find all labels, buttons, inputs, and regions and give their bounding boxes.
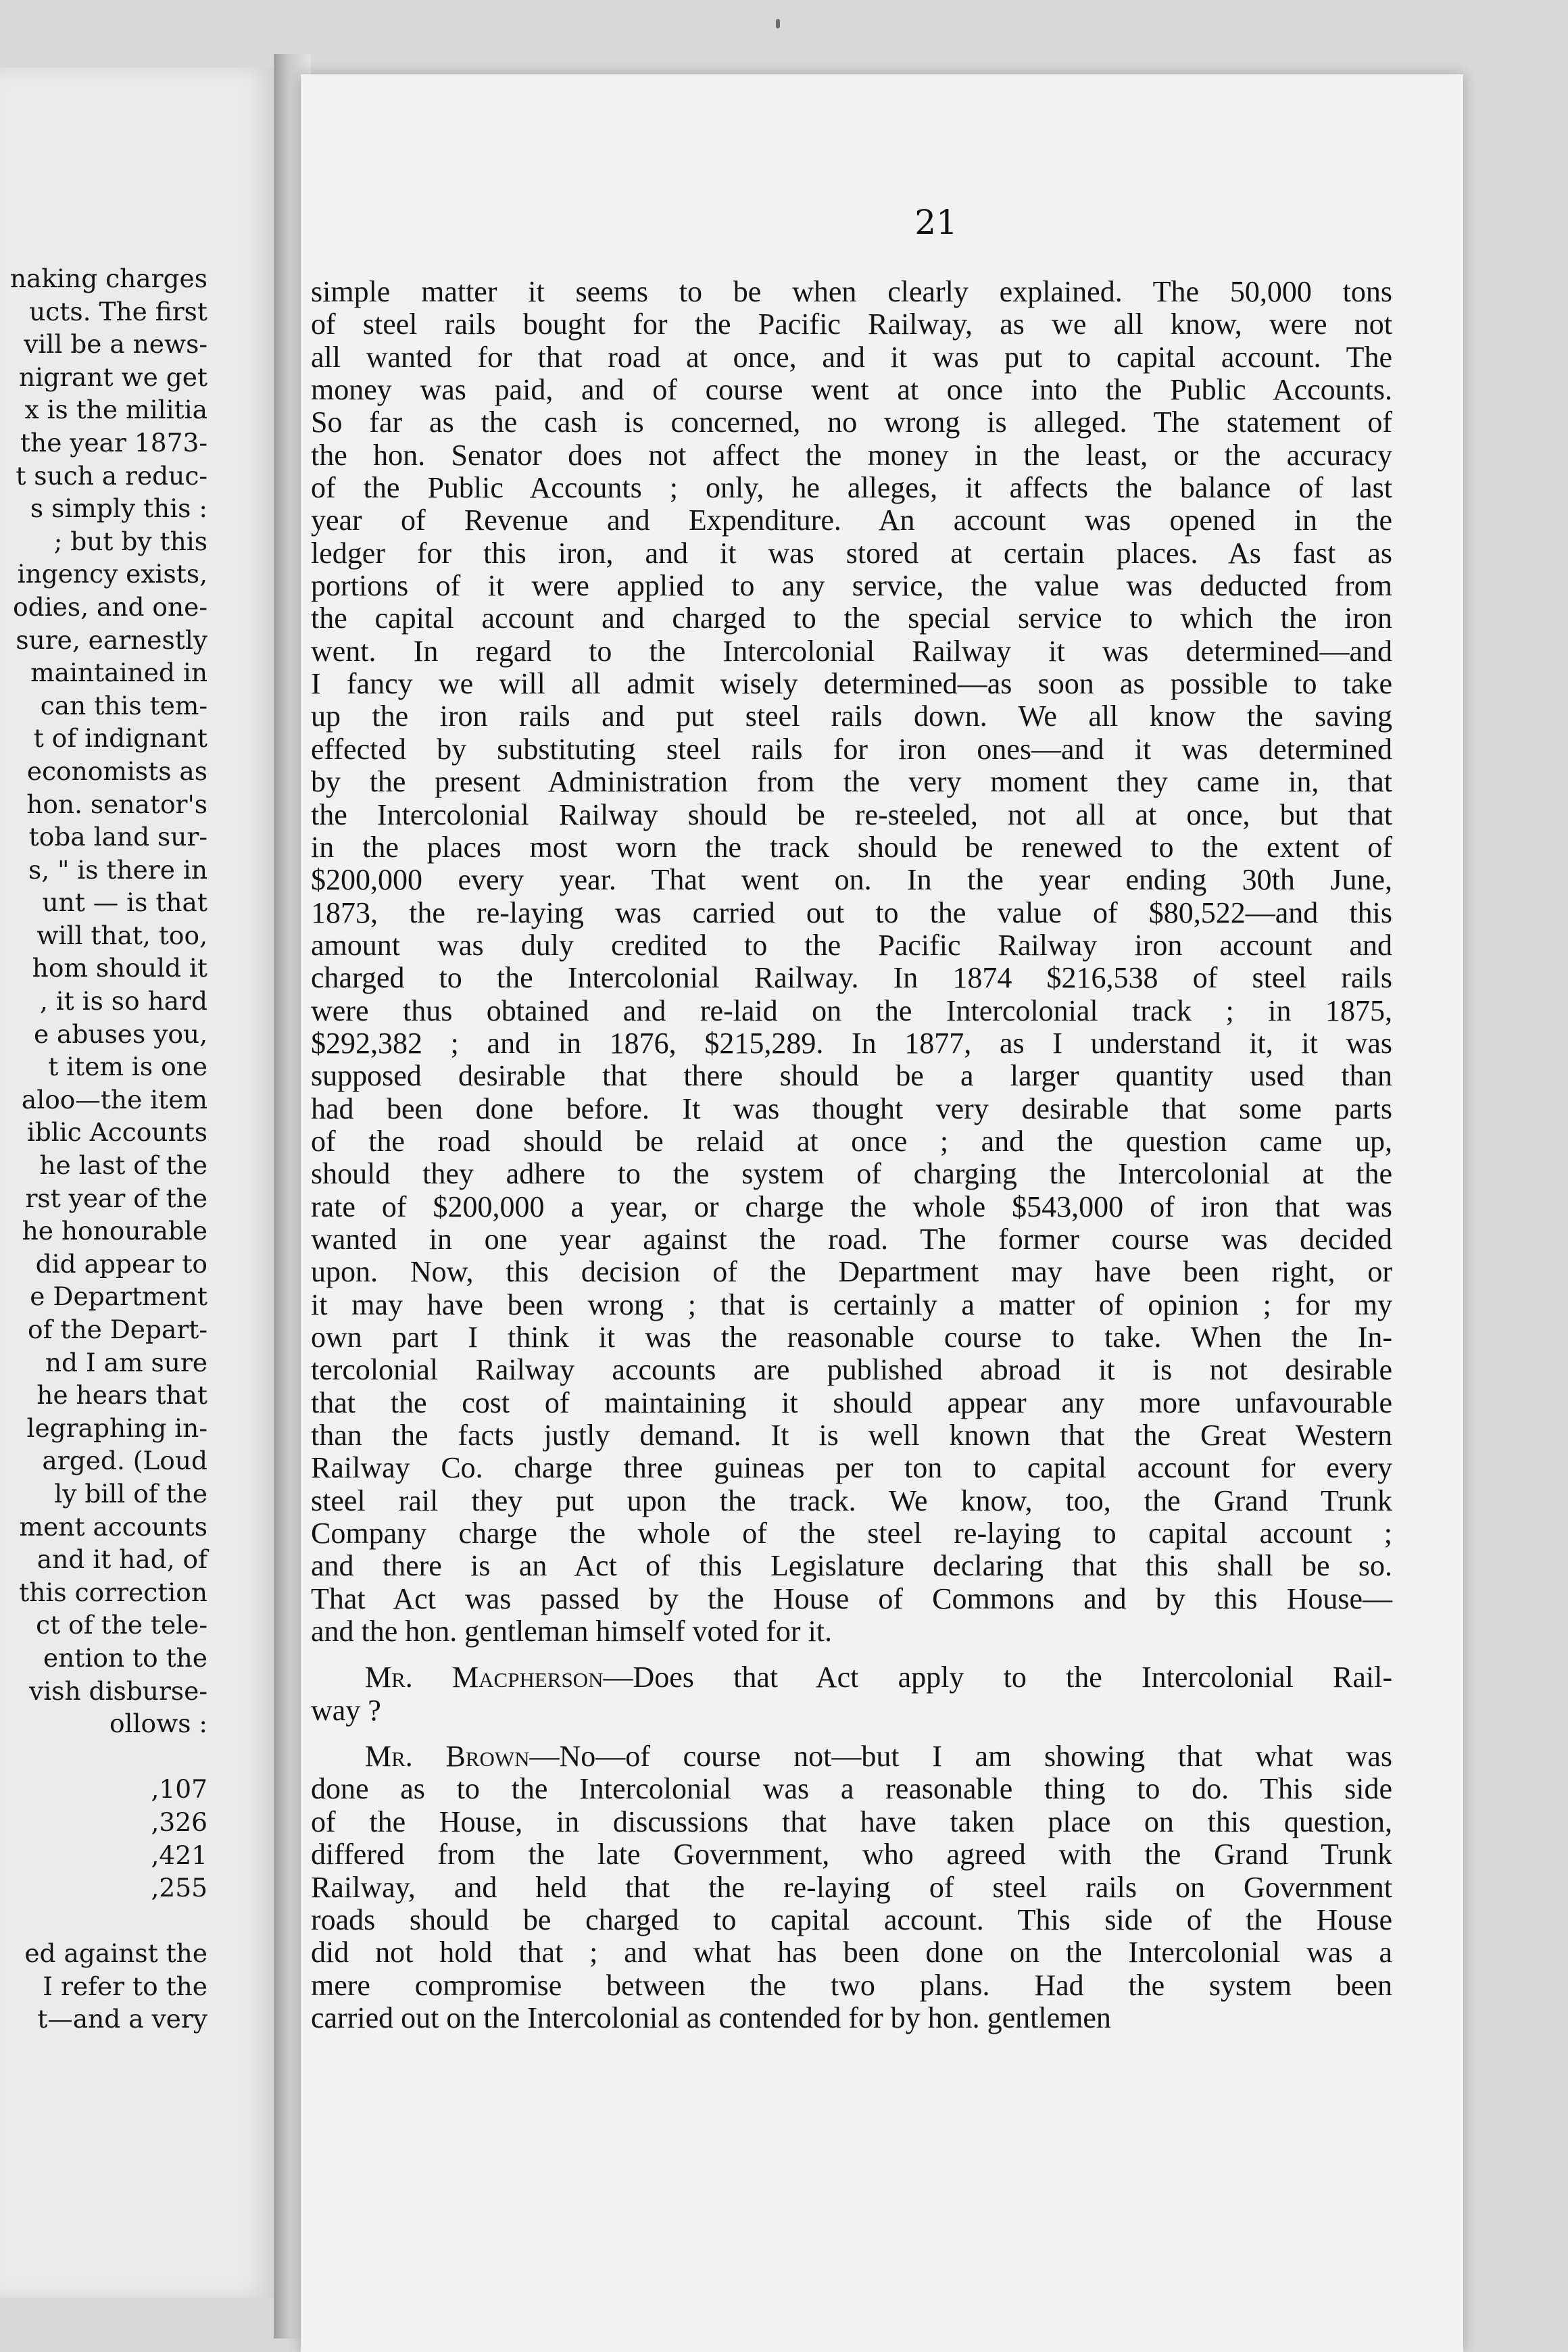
line-text: and the hon. gentleman himself voted for it. (311, 1615, 833, 1648)
text-line (311, 799, 1392, 831)
previous-page-line: he last of the (39, 1150, 207, 1181)
line-text: year of Revenue and Expenditure. An account was opened in the (311, 504, 1392, 537)
previous-page-line: hom should it (32, 953, 207, 983)
previous-page-line: arged. (Loud (42, 1446, 207, 1476)
line-text: upon. Now, this decision of the Department may have been right, or (311, 1255, 1392, 1289)
line-text: should they adhere to the system of charging the Intercolonial at the (311, 1157, 1392, 1191)
text-line (311, 995, 1392, 1027)
previous-page-line: he hears that (36, 1380, 207, 1411)
text-line (311, 1419, 1392, 1452)
text-line (311, 635, 1392, 668)
line-text: the hon. Senator does not affect the money in the least, or the accuracy (311, 438, 1392, 472)
line-text: that the cost of maintaining it should appear any more unfavourable (311, 1386, 1392, 1419)
previous-page-line: unt — is that (42, 887, 207, 918)
previous-page-line: ly bill of the (54, 1478, 207, 1509)
line-text: had been done before. It was thought very desirable that some parts (311, 1092, 1392, 1125)
page-number: 21 (914, 203, 958, 242)
previous-page-line: vill be a news- (24, 329, 207, 360)
line-text: $200,000 every year. That went on. In the year ending 30th June, (311, 863, 1392, 897)
previous-page-line (0, 1740, 207, 1773)
previous-page-line (0, 1905, 207, 1938)
previous-page-line: ,107 (151, 1774, 207, 1805)
previous-page-line: toba land sur- (28, 822, 207, 852)
text-line (311, 406, 1392, 439)
line-text: charged to the Intercolonial Railway. In 1874 $216,538 of steel rails (311, 961, 1392, 995)
previous-page-line: legraphing in- (26, 1413, 207, 1443)
line-text: and there is an Act of this Legislature declaring that this shall be so. (311, 1549, 1392, 1583)
line-text: ledger for this iron, and it was stored at certain places. As fast as (311, 536, 1392, 570)
line-text: of steel rails bought for the Pacific Railway, as we all know, were not (311, 308, 1392, 341)
line-text: by the present Administration from the very moment they came in, that (311, 765, 1392, 799)
previous-page-line: will that, too, (36, 920, 207, 950)
previous-page-line: t such a reduc- (16, 460, 207, 491)
previous-page-line: t item is one (48, 1052, 207, 1082)
text-line (311, 1158, 1392, 1190)
line-text: of the road should be relaid at once ; and the question came up, (311, 1124, 1392, 1158)
line-text: rate of $200,000 a year, or charge the whole $543,000 of iron that was (311, 1190, 1392, 1223)
line-text: —No—of course not—but I am showing that what was (529, 1740, 1392, 1773)
text-line (311, 537, 1392, 570)
previous-page-line: ucts. The first (29, 296, 207, 326)
text-line (311, 1740, 1392, 1773)
line-text: steel rail they put upon the track. We know, too, the Grand Trunk (311, 1484, 1392, 1517)
previous-page-line: nigrant we get (18, 362, 207, 392)
text-line (311, 504, 1392, 537)
text-line (311, 1583, 1392, 1615)
page-body (311, 276, 1392, 2034)
previous-page-line: and it had, of (36, 1544, 207, 1575)
line-text: Railway, and held that the re-laying of steel rails on Government (311, 1870, 1392, 1904)
previous-page-line: x is the militia (24, 395, 207, 425)
text-line (311, 766, 1392, 798)
text-line (311, 1354, 1392, 1386)
previous-page-text (0, 262, 207, 2036)
line-text: So far as the cash is concerned, no wrong is alleged. The statement of (311, 406, 1392, 439)
text-line (311, 1904, 1392, 1936)
text-line (311, 1125, 1392, 1158)
previous-page-line: odies, and one- (13, 591, 207, 622)
text-line (311, 308, 1392, 341)
previous-page-line: , it is so hard (39, 986, 207, 1016)
previous-page-line: e abuses you, (33, 1019, 207, 1049)
previous-page-line: can this tem- (40, 690, 207, 720)
line-text: all wanted for that road at once, and it was put to capital account. The (311, 340, 1392, 374)
text-line (311, 700, 1392, 733)
paragraph-gap (311, 1727, 1392, 1740)
previous-page-line: hon. senator's (26, 789, 207, 819)
previous-page-line: rst year of the (25, 1183, 207, 1213)
line-text: the Intercolonial Railway should be re-steeled, not all at once, but that (311, 798, 1392, 831)
previous-page-line: ,421 (151, 1840, 207, 1870)
line-text: roads should be charged to capital account. This side of the House (311, 1903, 1392, 1936)
previous-page-line: ,326 (151, 1807, 207, 1837)
line-text: —Does that Act apply to the Intercolonial Rail- (603, 1661, 1392, 1694)
line-text: way ? (311, 1693, 381, 1727)
page (301, 74, 1463, 2352)
line-text: own part I think it was the reasonable course to take. When the In- (311, 1321, 1392, 1354)
text-line (311, 1060, 1392, 1092)
text-line (311, 831, 1392, 864)
text-line (311, 1838, 1392, 1871)
text-line (311, 733, 1392, 766)
text-line (311, 1289, 1392, 1321)
text-line (311, 439, 1392, 472)
text-line (311, 602, 1392, 635)
text-line (311, 962, 1392, 994)
text-line (311, 929, 1392, 962)
text-line (311, 1806, 1392, 1838)
previous-page-line: t of indignant (33, 723, 207, 754)
line-text: differed from the late Government, who agreed with the Grand Trunk (311, 1838, 1392, 1871)
previous-page-line: ollows : (109, 1709, 207, 1739)
previous-page-line: vish disburse- (29, 1675, 207, 1706)
line-text: done as to the Intercolonial was a reasonable thing to do. This side (311, 1772, 1392, 1806)
previous-page-line: sure, earnestly (16, 624, 207, 655)
line-text: the capital account and charged to the special service to which the iron (311, 602, 1392, 635)
previous-page-line: ment accounts (19, 1511, 207, 1542)
ink-speck (776, 19, 780, 28)
previous-page-fragment (0, 68, 278, 2298)
line-text: carried out on the Intercolonial as contended for by hon. gentlemen (311, 2001, 1111, 2034)
speaker-name: Mr. Brown (365, 1740, 530, 1773)
previous-page-line: s, " is there in (28, 854, 207, 885)
line-text: simple matter it seems to be when clearly explained. The 50,000 tons (311, 275, 1392, 308)
line-text: were thus obtained and re-laid on the Intercolonial track ; in 1875, (311, 994, 1392, 1027)
line-text: $292,382 ; and in 1876, $215,289. In 1877, as I understand it, it was (311, 1026, 1392, 1060)
previous-page-line: naking charges (9, 264, 207, 293)
line-text: money was paid, and of course went at once into the Public Accounts. (311, 373, 1392, 407)
text-line (311, 1615, 1392, 1648)
text-line (311, 1871, 1392, 1904)
text-line (311, 1773, 1392, 1805)
line-text: tercolonial Railway accounts are published abroad it is not desirable (311, 1353, 1392, 1387)
previous-page-line: maintained in (30, 658, 207, 688)
line-text: I fancy we will all admit wisely determined—as soon as possible to take (311, 667, 1392, 701)
line-text: up the iron rails and put steel rails down. We all know the saving (311, 700, 1392, 733)
text-line (311, 1321, 1392, 1354)
previous-page-line: ,255 (151, 1873, 207, 1903)
line-text: wanted in one year against the road. The former course was decided (311, 1222, 1392, 1256)
line-text: in the places most worn the track should be renewed to the extent of (311, 830, 1392, 864)
line-text: of the Public Accounts ; only, he alleges, it affects the balance of last (311, 471, 1392, 505)
line-text: supposed desirable that there should be a larger quantity used than (311, 1059, 1392, 1093)
text-line (311, 1093, 1392, 1125)
line-text: of the House, in discussions that have taken place on this question, (311, 1805, 1392, 1838)
paragraph-gap (311, 1648, 1392, 1661)
line-text: portions of it were applied to any service, the value was deducted from (311, 569, 1392, 603)
text-line (311, 1550, 1392, 1582)
line-text: 1873, the re-laying was carried out to the value of $80,522—and this (311, 896, 1392, 929)
line-text: than the facts justly demand. It is well known that the Great Western (311, 1419, 1392, 1452)
text-line (311, 1485, 1392, 1517)
text-line (311, 1969, 1392, 2002)
previous-page-line: iblic Accounts (26, 1117, 207, 1148)
text-line (311, 341, 1392, 374)
text-line (311, 472, 1392, 504)
line-text: Railway Co. charge three guineas per ton to capital account for every (311, 1451, 1392, 1485)
text-line (311, 897, 1392, 929)
previous-page-line: ; but by this (53, 526, 207, 556)
previous-page-line: the year 1873- (20, 427, 207, 458)
previous-page-line: did appear to (35, 1248, 207, 1279)
text-line (311, 276, 1392, 308)
text-line (311, 1661, 1392, 1694)
previous-page-line: ention to the (43, 1642, 207, 1673)
line-text: did not hold that ; and what has been done on the Intercolonial was a (311, 1936, 1392, 1969)
text-line (311, 1936, 1392, 1969)
previous-page-line: ingency exists, (17, 559, 207, 589)
text-line (311, 1387, 1392, 1419)
text-line (311, 1517, 1392, 1550)
previous-page-line: he honourable (22, 1216, 207, 1246)
previous-page-line: s simply this : (30, 493, 207, 524)
text-line (311, 1027, 1392, 1060)
text-line (311, 1223, 1392, 1256)
previous-page-line: of the Depart- (28, 1315, 207, 1344)
line-text: effected by substituting steel rails for iron ones—and it was determined (311, 732, 1392, 766)
previous-page-line: I refer to the (43, 1971, 207, 2001)
previous-page-line: economists as (26, 756, 207, 786)
line-text: it may have been wrong ; that is certainly a matter of opinion ; for my (311, 1288, 1392, 1321)
text-line (311, 374, 1392, 406)
previous-page-line: this correction (19, 1577, 207, 1607)
previous-page-line: ct of the tele- (36, 1610, 207, 1640)
text-line (311, 1694, 1392, 1727)
text-line (311, 1452, 1392, 1484)
previous-page-line: aloo—the item (21, 1084, 207, 1114)
previous-page-line: e Department (30, 1281, 207, 1312)
line-text: Company charge the whole of the steel re-laying to capital account ; (311, 1517, 1392, 1550)
previous-page-line: t—and a very (37, 2004, 207, 2034)
previous-page-line: ed against the (24, 1938, 207, 1969)
previous-page-line: nd I am sure (45, 1347, 207, 1377)
line-text: amount was duly credited to the Pacific Railway iron account and (311, 928, 1392, 962)
line-text: That Act was passed by the House of Commons and by this House— (311, 1582, 1392, 1615)
text-line (311, 1256, 1392, 1288)
text-line (311, 668, 1392, 700)
text-line (311, 1191, 1392, 1223)
text-line (311, 864, 1392, 896)
line-text: mere compromise between the two plans. Had the system been (311, 1968, 1392, 2002)
speaker-name: Mr. Macpherson (365, 1661, 604, 1694)
text-line (311, 2002, 1392, 2034)
text-line (311, 570, 1392, 602)
line-text: went. In regard to the Intercolonial Railway it was determined—and (311, 634, 1392, 668)
